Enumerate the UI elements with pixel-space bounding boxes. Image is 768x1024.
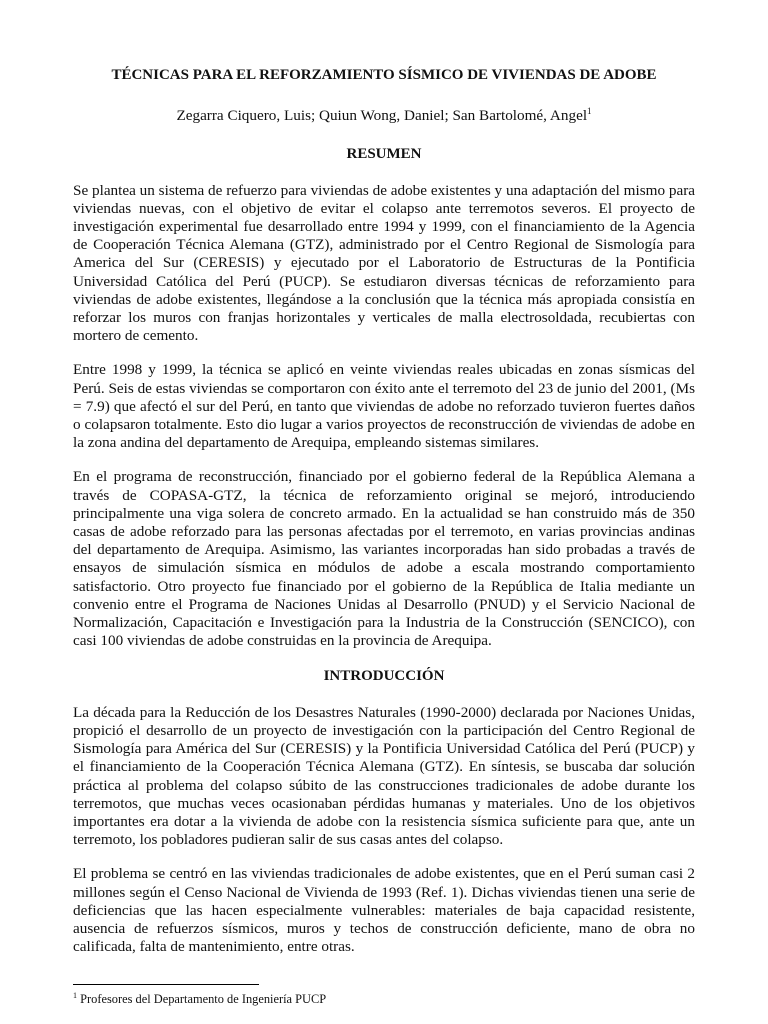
footnote-marker: 1 (73, 990, 77, 1000)
abstract-heading: RESUMEN (346, 146, 422, 163)
abstract-paragraph-3: En el programa de reconstrucción, financiado por el gobierno federal de la República Alemana a través de COPASA-GTZ, la técnica de reforzamiento original se mejoró, introduciendo principalmente una viga solera de concreto armado. En la actualidad se han construido más de 350 casas de adobe reforzado para las personas afectadas por el terremoto, en varias provincias andinas del departamento de Arequipa. Asimismo, las variantes incorporadas han sido probadas a través de ensayos de simulación sísmica en módulos de adobe a escala mostrando comportamiento satisfactorio. Otro proyecto fue financiado por el gobierno de la República de Italia mediante un convenio entre el Programa de Naciones Unidas al Desarrollo (PNUD) y el Servicio Nacional de Normalización, Capacitación e Investigación para la Industria de la Construcción (SENCICO), con casi 100 viviendas de adobe construidas en la provincia de Arequipa. (73, 468, 695, 650)
abstract-paragraph-1: Se plantea un sistema de refuerzo para viviendas de adobe existentes y una adaptación del mismo para viviendas nuevas, con el objetivo de evitar el colapso ante terremotos severos. El proyecto de investigación experimental fue desarrollado entre 1994 y 1999, con el financiamiento de la Agencia de Cooperación Técnica Alemana (GTZ), administrado por el Centro Regional de Sismología para America del Sur (CERESIS) y ejecutado por el Laboratorio de Estructuras de la Pontificia Universidad Católica del Perú (PUCP). Se estudiaron diversas técnicas de reforzamiento para viviendas de adobe existentes, llegándose a la conclusión que la técnica más apropiada consistía en reforzar los muros con franjas horizontales y verticales de malla electrosoldada, recubiertas con mortero de cemento. (73, 181, 695, 345)
intro-paragraph-2: El problema se centró en las viviendas tradicionales de adobe existentes, que en el Perú suman casi 2 millones según el Censo Nacional de Vivienda de 1993 (Ref. 1). Dichas viviendas tienen una serie de deficiencias que las hacen especialmente vulnerables: materiales de baja capacidad resistente, ausencia de refuerzos sísmicos, muros y techos de construcción deficiente, mano de obra no calificada, falta de mantenimiento, entre otras. (73, 865, 695, 956)
footnote-text: Profesores del Departamento de Ingeniería PUCP (80, 992, 327, 1006)
footnote-divider (73, 984, 259, 985)
author-footnote-marker: 1 (587, 106, 592, 117)
introduction-section (73, 704, 695, 957)
footnote (73, 992, 326, 1006)
introduction-heading: INTRODUCCIÓN (323, 668, 445, 685)
paper-title: TÉCNICAS PARA EL REFORZAMIENTO SÍSMICO DE VIVIENDAS DE ADOBE (111, 67, 657, 83)
author-names: Zegarra Ciquero, Luis; Quiun Wong, Daniel; San Bartolomé, Angel (176, 107, 588, 125)
abstract-section (73, 182, 695, 651)
abstract-paragraph-2: Entre 1998 y 1999, la técnica se aplicó en veinte viviendas reales ubicadas en zonas sísmicas del Perú. Seis de estas viviendas se comportaron con éxito ante el terremoto del 23 de junio del 2001, (Ms = 7.9) que afectó el sur del Perú, en tanto que viviendas de adobe no reforzado tuvieron fuertes daños o colapsaron totalmente. Esto dio lugar a varios proyectos de reconstrucción de viviendas de adobe en la zona andina del departamento de Arequipa, empleando sistemas similares. (73, 361, 695, 452)
intro-paragraph-1: La década para la Reducción de los Desastres Naturales (1990-2000) declarada por Naciones Unidas, propició el desarrollo de un proyecto de investigación con la participación del Centro Regional de Sismología para América del Sur (CERESIS) y la Pontificia Universidad Católica del Perú (PUCP) y el financiamiento de la Cooperación Técnica Alemana (GTZ). En síntesis, se buscaba dar solución práctica al problema del colapso súbito de las construcciones tradicionales de adobe durante los terremotos, que muchas veces ocasionaban pérdidas humanas y materiales. Uno de los objetivos importantes era dotar a la vivienda de adobe con la resistencia sísmica suficiente para que, ante un terremoto, los pobladores pudieran salir de sus casas antes del colapso. (73, 703, 695, 849)
author-list (73, 107, 695, 125)
